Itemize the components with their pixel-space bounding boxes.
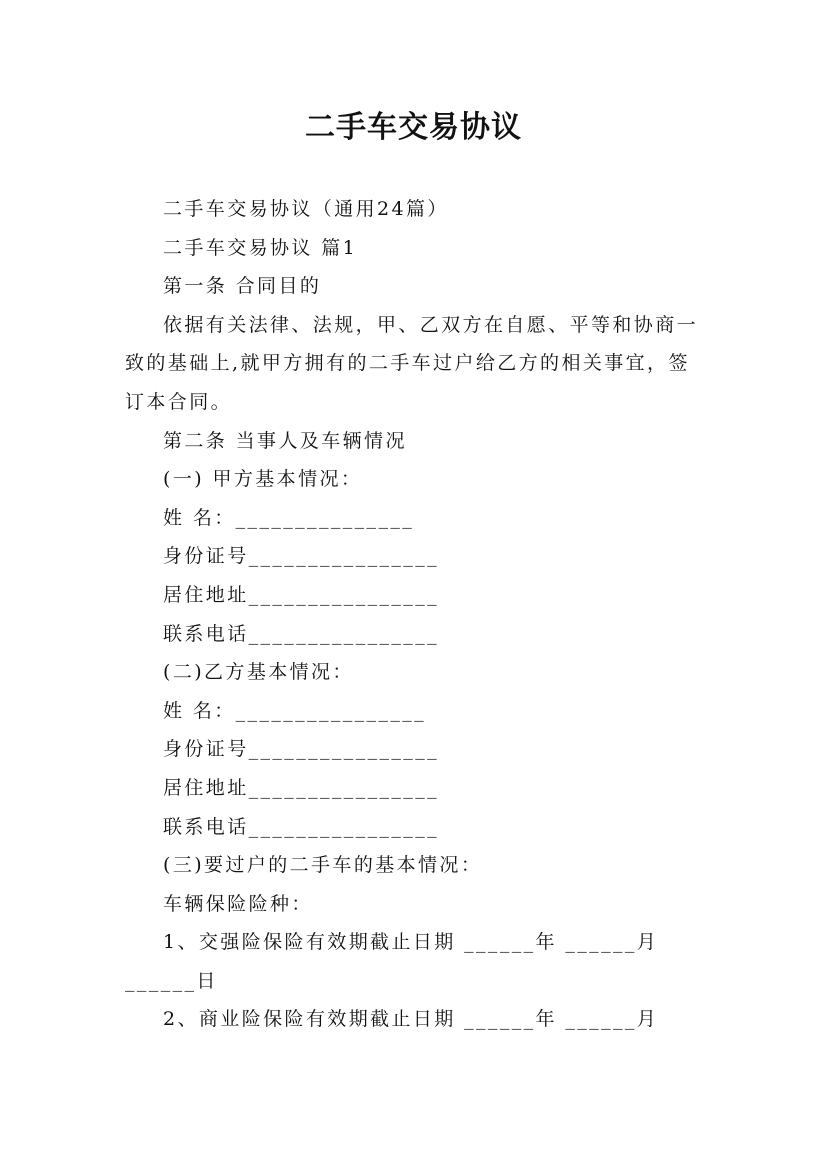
paragraph-article-1-heading: 第一条 合同目的 (163, 275, 322, 298)
paragraph-insurance-item-1-cont: ______日 (125, 969, 218, 992)
paragraph-party-a-phone: 联系电话________________ (163, 622, 440, 645)
paragraph-party-a-id: 身份证号________________ (163, 545, 440, 568)
paragraph-party-b-phone: 联系电话________________ (163, 815, 440, 838)
paragraph-party-b-name: 姓 名：________________ (163, 699, 427, 722)
paragraph-insurance-item-2: 2、商业险保险有效期截止日期 ______年 ______月 (163, 1008, 659, 1031)
document-body (125, 190, 705, 1039)
paragraph-section-heading: 二手车交易协议 篇1 (163, 236, 358, 259)
paragraph-party-a-heading: (一) 甲方基本情况： (163, 468, 363, 491)
paragraph-article-2-heading: 第二条 当事人及车辆情况 (163, 429, 407, 452)
paragraph-party-a-address: 居住地址________________ (163, 583, 440, 606)
paragraph-party-b-heading: (二)乙方基本情况： (163, 661, 354, 684)
paragraph-insurance-item-1: 1、交强险保险有效期截止日期 ______年 ______月 (163, 931, 659, 954)
paragraph-subtitle: 二手车交易协议（通用24篇） (163, 198, 449, 220)
paragraph-party-b-id: 身份证号________________ (163, 738, 440, 761)
paragraph-party-b-address: 居住地址________________ (163, 776, 440, 799)
paragraph-party-a-name: 姓 名：_______________ (163, 506, 415, 529)
paragraph-insurance-heading: 车辆保险险种： (163, 892, 313, 915)
paragraph-vehicle-heading: (三)要过户的二手车的基本情况： (163, 854, 483, 877)
document-title: 二手车交易协议 (305, 110, 522, 145)
paragraph-article-1-body: 依据有关法律、法规，甲、乙双方在自愿、平等和协商一致的基础上,就甲方拥有的二手车过户给乙方的相关事宜，签订本合同。 (125, 313, 699, 413)
